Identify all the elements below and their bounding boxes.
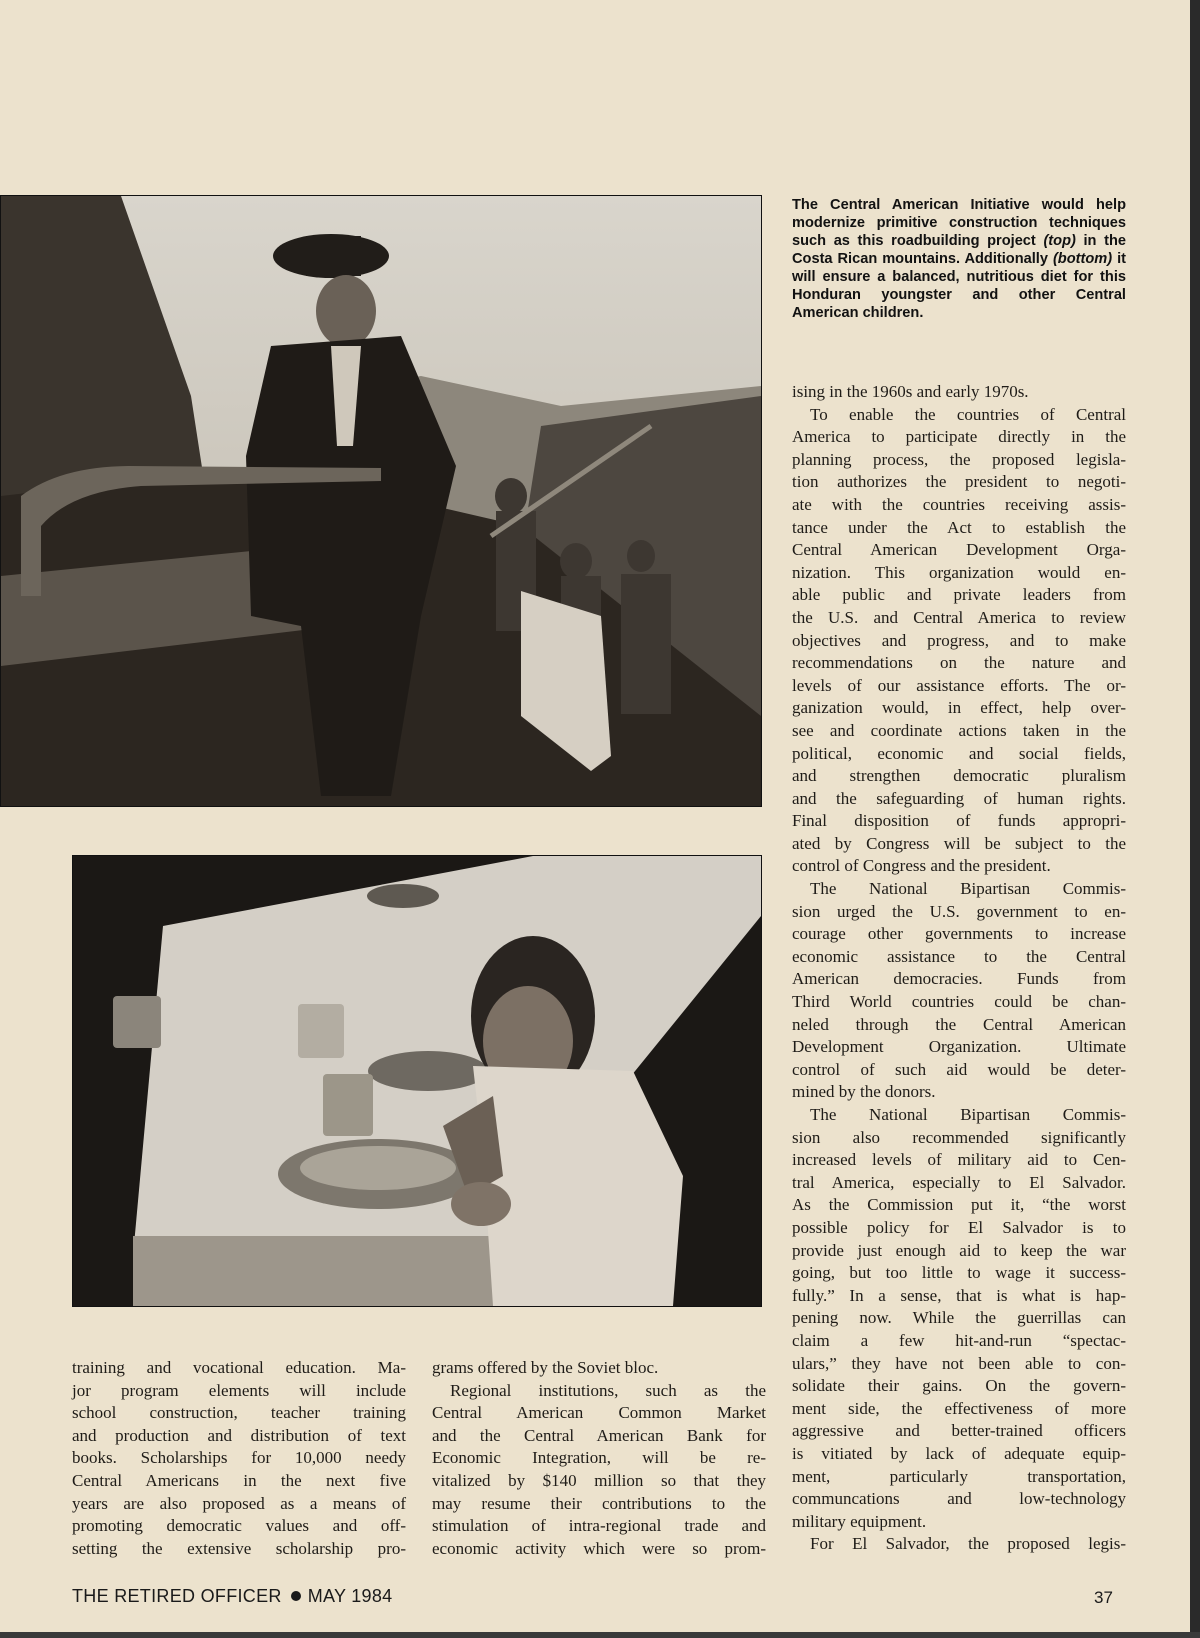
- text-line: Central American Common Market: [432, 1403, 766, 1423]
- text-line: and production and distribution of text: [72, 1425, 406, 1445]
- text-line: solidate their gains. On the govern-: [792, 1376, 1126, 1396]
- text-line: Development Organization. Ultimate: [792, 1037, 1126, 1057]
- text-line: American democracies. Funds from: [792, 969, 1126, 989]
- text-line: recommendations on the nature and: [792, 653, 1126, 673]
- text-line: jor program elements will include: [72, 1380, 406, 1400]
- text-line: ate with the countries receiving assis-: [792, 494, 1126, 514]
- text-line: The National Bipartisan Commis-: [810, 879, 1126, 899]
- text-line: ment side, the effectiveness of more: [792, 1398, 1126, 1418]
- text-line: For El Salvador, the proposed legis-: [810, 1534, 1126, 1554]
- page-footer-publication: [72, 1586, 393, 1607]
- caption-text-3: it will ensure a balanced, nutritious diet for this Honduran youngster and other Central American children.: [792, 251, 1126, 321]
- text-line: tance under the Act to establish the: [792, 517, 1126, 537]
- text-line: Central American Development Orga-: [792, 540, 1126, 560]
- article-column-1: [72, 1357, 406, 1560]
- text-line: aggressive and better-trained officers: [792, 1421, 1126, 1441]
- text-line: able public and private leaders from: [792, 585, 1126, 605]
- text-line: provide just enough aid to keep the war: [792, 1240, 1126, 1260]
- text-line: Final disposition of funds appropri-: [792, 811, 1126, 831]
- text-line: and the Central American Bank for: [432, 1425, 766, 1445]
- text-line: planning process, the proposed legisla-: [792, 449, 1126, 469]
- text-line: tral America, especially to El Salvador.: [792, 1172, 1126, 1192]
- bullet-separator: [291, 1591, 301, 1601]
- text-line: sion also recommended significantly: [792, 1127, 1126, 1147]
- text-line: tion authorizes the president to negoti-: [792, 472, 1126, 492]
- article-column-2: [432, 1357, 766, 1560]
- text-line: stimulation of intra-regional trade and: [432, 1516, 766, 1536]
- text-line: military equipment.: [792, 1511, 927, 1531]
- text-line: mined by the donors.: [792, 1082, 936, 1102]
- issue-date: MAY 1984: [307, 1586, 393, 1606]
- photo-child-eating: [72, 855, 762, 1307]
- caption-bottom-label: (bottom): [1052, 251, 1113, 267]
- child-eating-image: [73, 856, 761, 1306]
- text-line: courage other governments to increase: [792, 924, 1126, 944]
- text-line: books. Scholarships for 10,000 needy: [72, 1448, 406, 1468]
- text-line: grams offered by the Soviet bloc.: [432, 1358, 659, 1377]
- text-line: increased levels of military aid to Cen-: [792, 1150, 1126, 1170]
- text-line: sion urged the U.S. government to en-: [792, 901, 1126, 921]
- caption-text-1: The Central American Initiative would help modernize primitive construction techniques such as this roadbuilding project: [792, 197, 1126, 249]
- text-line: promoting democratic values and off-: [72, 1516, 406, 1536]
- text-line: Regional institutions, such as the: [450, 1380, 766, 1400]
- text-line: levels of our assistance efforts. The or-: [792, 675, 1126, 695]
- text-line: see and coordinate actions taken in the: [792, 720, 1126, 740]
- text-line: may resume their contributions to the: [432, 1493, 766, 1513]
- text-line: is vitiated by lack of adequate equip-: [792, 1443, 1126, 1463]
- text-line: economic assistance to the Central: [792, 946, 1126, 966]
- text-line: years are also proposed as a means of: [72, 1493, 406, 1513]
- text-line: economic activity which were so prom-: [432, 1538, 766, 1558]
- text-line: ated by Congress will be subject to the: [792, 833, 1126, 853]
- text-line: ising in the 1960s and early 1970s.: [792, 382, 1029, 401]
- text-line: ulars,” they have not been able to con-: [792, 1353, 1126, 1373]
- text-line: pening now. While the guerrillas can: [792, 1308, 1126, 1328]
- text-line: nization. This organization would en-: [792, 562, 1126, 582]
- text-line: setting the extensive scholarship pro-: [72, 1538, 406, 1558]
- caption-top-label: (top): [1043, 233, 1076, 249]
- text-line: ganization would, in effect, help over-: [792, 698, 1126, 718]
- page-edge-shadow: [1190, 0, 1200, 1638]
- text-line: Third World countries could be chan-: [792, 992, 1126, 1012]
- text-line: control of such aid would be deter-: [792, 1059, 1126, 1079]
- text-line: possible policy for El Salvador is to: [792, 1217, 1126, 1237]
- text-line: neled through the Central American: [792, 1014, 1126, 1034]
- text-line: school construction, teacher training: [72, 1403, 406, 1423]
- text-line: The National Bipartisan Commis-: [810, 1105, 1126, 1124]
- text-line: and strengthen democratic pluralism: [792, 766, 1126, 786]
- photo-roadbuilding: [0, 195, 762, 807]
- text-line: going, but too little to wage it success-: [792, 1263, 1126, 1283]
- text-line: vitalized by $140 million so that they: [432, 1470, 766, 1490]
- photo-caption: [792, 196, 1126, 322]
- text-line: the U.S. and Central America to review: [792, 607, 1126, 627]
- text-line: As the Commission put it, “the worst: [792, 1195, 1126, 1215]
- text-line: Economic Integration, will be re-: [432, 1448, 766, 1468]
- roadbuilding-image: [1, 196, 761, 806]
- page-number: 37: [1094, 1588, 1113, 1607]
- page-bottom-edge: [0, 1632, 1200, 1638]
- text-line: To enable the countries of Central: [810, 404, 1126, 424]
- text-line: Central Americans in the next five: [72, 1470, 406, 1490]
- text-line: control of Congress and the president.: [792, 856, 1051, 876]
- publication-name: THE RETIRED OFFICER: [72, 1586, 282, 1606]
- text-line: America to participate directly in the: [792, 427, 1126, 447]
- text-line: claim a few hit-and-run “spectac-: [792, 1330, 1126, 1350]
- article-column-3: [792, 381, 1126, 1556]
- text-line: and the safeguarding of human rights.: [792, 788, 1126, 808]
- text-line: objectives and progress, and to make: [792, 630, 1126, 650]
- text-line: ment, particularly transportation,: [792, 1466, 1126, 1486]
- text-line: communcations and low-technology: [792, 1489, 1126, 1509]
- text-line: fully.” In a sense, that is what is hap-: [792, 1285, 1126, 1305]
- text-line: training and vocational education. Ma-: [72, 1358, 406, 1377]
- caption-text-2: in the Costa Rican mountains. Additionally: [792, 233, 1126, 267]
- text-line: political, economic and social fields,: [792, 743, 1126, 763]
